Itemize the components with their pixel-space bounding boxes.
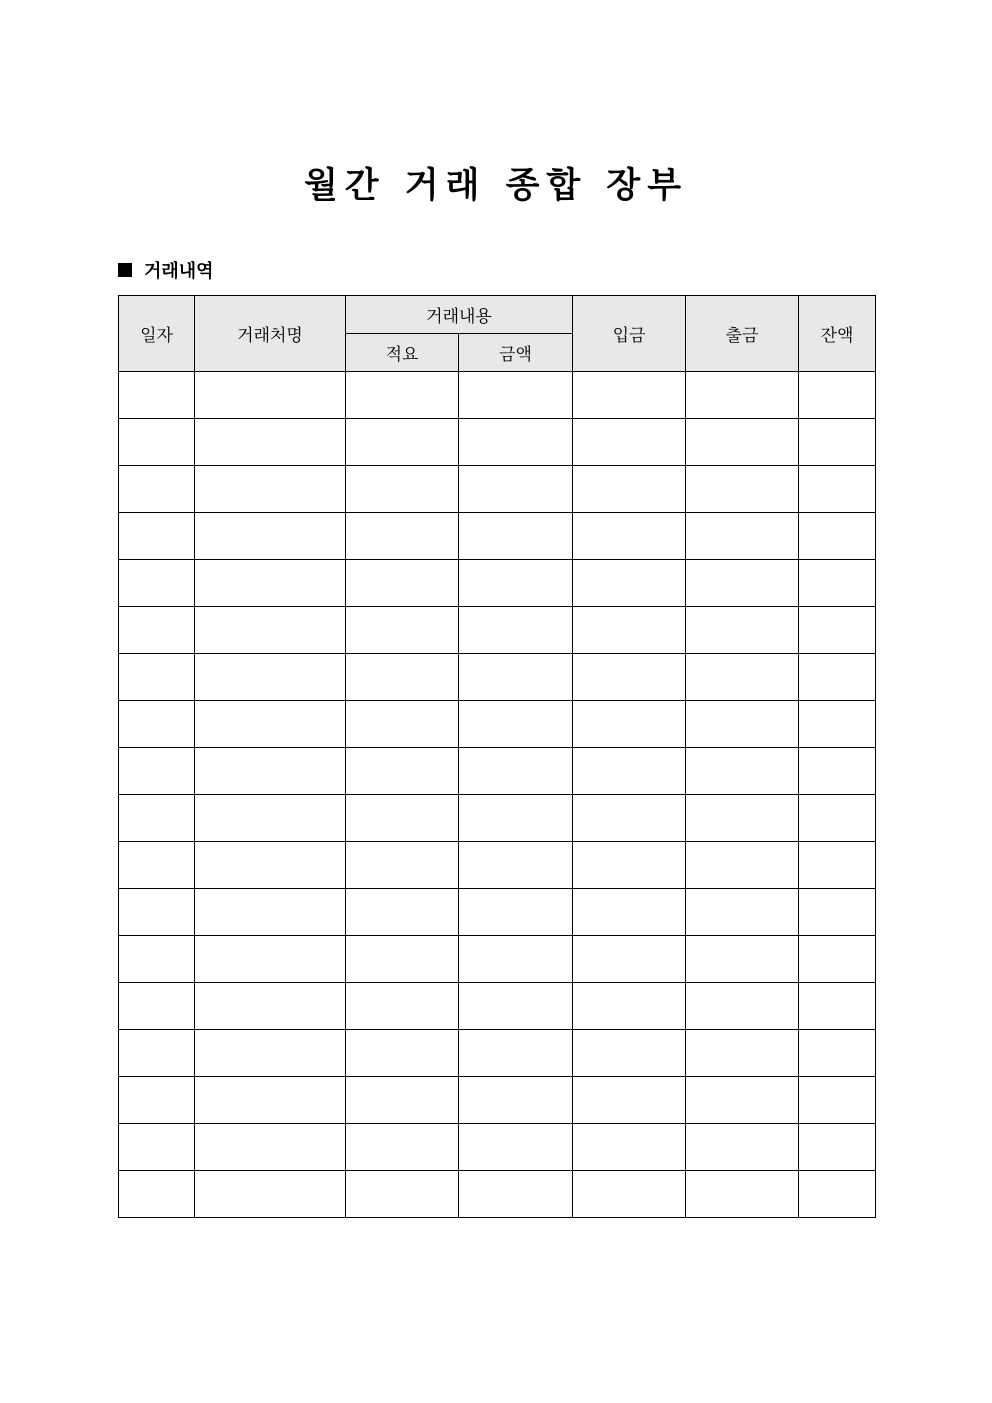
cell-date[interactable]: [119, 560, 195, 607]
cell-withdrawal[interactable]: [686, 889, 799, 936]
header-details: 거래내용: [346, 296, 573, 334]
page-title: 월간 거래 종합 장부: [303, 166, 689, 206]
cell-balance[interactable]: [799, 372, 876, 419]
cell-summary[interactable]: [346, 560, 459, 607]
cell-client[interactable]: [195, 1030, 346, 1077]
cell-client[interactable]: [195, 842, 346, 889]
cell-deposit[interactable]: [573, 983, 686, 1030]
cell-deposit[interactable]: [573, 372, 686, 419]
cell-withdrawal[interactable]: [686, 466, 799, 513]
cell-date[interactable]: [119, 372, 195, 419]
section-heading: [118, 256, 214, 284]
table-header: [119, 296, 876, 372]
cell-client[interactable]: [195, 560, 346, 607]
cell-summary[interactable]: [346, 1077, 459, 1124]
cell-withdrawal[interactable]: [686, 1030, 799, 1077]
table-row: [119, 466, 876, 513]
cell-deposit[interactable]: [573, 936, 686, 983]
cell-summary[interactable]: [346, 936, 459, 983]
cell-summary[interactable]: [346, 842, 459, 889]
cell-withdrawal[interactable]: [686, 654, 799, 701]
cell-client[interactable]: [195, 701, 346, 748]
cell-balance[interactable]: [799, 795, 876, 842]
cell-amount[interactable]: [459, 419, 573, 466]
cell-amount[interactable]: [459, 701, 573, 748]
cell-summary[interactable]: [346, 607, 459, 654]
cell-balance[interactable]: [799, 1077, 876, 1124]
cell-amount[interactable]: [459, 513, 573, 560]
cell-amount[interactable]: [459, 654, 573, 701]
cell-summary[interactable]: [346, 889, 459, 936]
cell-amount[interactable]: [459, 1124, 573, 1171]
cell-client[interactable]: [195, 889, 346, 936]
cell-withdrawal[interactable]: [686, 513, 799, 560]
cell-summary[interactable]: [346, 701, 459, 748]
cell-deposit[interactable]: [573, 466, 686, 513]
table-row: [119, 1030, 876, 1077]
header-withdrawal: 출금: [686, 296, 799, 372]
table-row: [119, 1124, 876, 1171]
cell-amount[interactable]: [459, 372, 573, 419]
cell-client[interactable]: [195, 983, 346, 1030]
cell-client[interactable]: [195, 1124, 346, 1171]
cell-client[interactable]: [195, 466, 346, 513]
cell-amount[interactable]: [459, 889, 573, 936]
table-row: [119, 560, 876, 607]
cell-client[interactable]: [195, 1171, 346, 1218]
header-deposit: 입금: [573, 296, 686, 372]
table-row: [119, 842, 876, 889]
table-row: [119, 795, 876, 842]
table-row: [119, 701, 876, 748]
cell-client[interactable]: [195, 372, 346, 419]
cell-amount[interactable]: [459, 607, 573, 654]
cell-amount[interactable]: [459, 983, 573, 1030]
cell-summary[interactable]: [346, 419, 459, 466]
cell-balance[interactable]: [799, 513, 876, 560]
cell-client[interactable]: [195, 513, 346, 560]
table-row: [119, 419, 876, 466]
cell-summary[interactable]: [346, 1124, 459, 1171]
table-row: [119, 936, 876, 983]
cell-amount[interactable]: [459, 936, 573, 983]
cell-withdrawal[interactable]: [686, 983, 799, 1030]
cell-client[interactable]: [195, 936, 346, 983]
cell-client[interactable]: [195, 795, 346, 842]
cell-date[interactable]: [119, 419, 195, 466]
cell-balance[interactable]: [799, 607, 876, 654]
square-bullet-icon: [118, 263, 132, 277]
cell-withdrawal[interactable]: [686, 607, 799, 654]
cell-summary[interactable]: [346, 654, 459, 701]
cell-date[interactable]: [119, 983, 195, 1030]
cell-summary[interactable]: [346, 983, 459, 1030]
cell-date[interactable]: [119, 889, 195, 936]
cell-deposit[interactable]: [573, 795, 686, 842]
cell-amount[interactable]: [459, 560, 573, 607]
cell-withdrawal[interactable]: [686, 419, 799, 466]
cell-deposit[interactable]: [573, 607, 686, 654]
cell-date[interactable]: [119, 654, 195, 701]
table-row: [119, 983, 876, 1030]
cell-balance[interactable]: [799, 936, 876, 983]
table-row: [119, 748, 876, 795]
cell-deposit[interactable]: [573, 419, 686, 466]
cell-amount[interactable]: [459, 1077, 573, 1124]
cell-deposit[interactable]: [573, 1124, 686, 1171]
cell-date[interactable]: [119, 513, 195, 560]
cell-withdrawal[interactable]: [686, 1124, 799, 1171]
cell-date[interactable]: [119, 1030, 195, 1077]
cell-withdrawal[interactable]: [686, 701, 799, 748]
cell-deposit[interactable]: [573, 513, 686, 560]
table-row: [119, 372, 876, 419]
cell-summary[interactable]: [346, 466, 459, 513]
cell-summary[interactable]: [346, 372, 459, 419]
table-row: [119, 1077, 876, 1124]
cell-amount[interactable]: [459, 1030, 573, 1077]
cell-client[interactable]: [195, 748, 346, 795]
cell-balance[interactable]: [799, 748, 876, 795]
cell-balance[interactable]: [799, 1124, 876, 1171]
cell-date[interactable]: [119, 701, 195, 748]
cell-balance[interactable]: [799, 466, 876, 513]
cell-date[interactable]: [119, 1171, 195, 1218]
cell-deposit[interactable]: [573, 748, 686, 795]
cell-withdrawal[interactable]: [686, 795, 799, 842]
cell-withdrawal[interactable]: [686, 1171, 799, 1218]
cell-withdrawal[interactable]: [686, 842, 799, 889]
cell-date[interactable]: [119, 466, 195, 513]
cell-client[interactable]: [195, 419, 346, 466]
cell-balance[interactable]: [799, 1171, 876, 1218]
cell-deposit[interactable]: [573, 1030, 686, 1077]
section-heading-label: 거래내역: [144, 261, 214, 282]
cell-deposit[interactable]: [573, 1171, 686, 1218]
cell-balance[interactable]: [799, 889, 876, 936]
header-date: 일자: [119, 296, 195, 372]
cell-date[interactable]: [119, 1077, 195, 1124]
header-summary: 적요: [346, 334, 459, 372]
cell-balance[interactable]: [799, 419, 876, 466]
table-row: [119, 607, 876, 654]
cell-balance[interactable]: [799, 983, 876, 1030]
cell-date[interactable]: [119, 795, 195, 842]
cell-summary[interactable]: [346, 795, 459, 842]
cell-deposit[interactable]: [573, 560, 686, 607]
cell-date[interactable]: [119, 842, 195, 889]
cell-balance[interactable]: [799, 654, 876, 701]
header-amount: 금액: [459, 334, 573, 372]
cell-balance[interactable]: [799, 842, 876, 889]
cell-balance[interactable]: [799, 701, 876, 748]
transaction-table: [118, 295, 876, 1218]
cell-amount[interactable]: [459, 466, 573, 513]
cell-client[interactable]: [195, 654, 346, 701]
cell-date[interactable]: [119, 607, 195, 654]
cell-withdrawal[interactable]: [686, 560, 799, 607]
cell-amount[interactable]: [459, 748, 573, 795]
cell-withdrawal[interactable]: [686, 748, 799, 795]
cell-deposit[interactable]: [573, 701, 686, 748]
cell-date[interactable]: [119, 748, 195, 795]
cell-amount[interactable]: [459, 795, 573, 842]
cell-summary[interactable]: [346, 513, 459, 560]
cell-client[interactable]: [195, 1077, 346, 1124]
cell-deposit[interactable]: [573, 889, 686, 936]
cell-deposit[interactable]: [573, 1077, 686, 1124]
header-client: 거래처명: [195, 296, 346, 372]
table-row: [119, 889, 876, 936]
header-balance: 잔액: [799, 296, 876, 372]
table-row: [119, 1171, 876, 1218]
cell-deposit[interactable]: [573, 654, 686, 701]
cell-summary[interactable]: [346, 1030, 459, 1077]
cell-amount[interactable]: [459, 1171, 573, 1218]
cell-date[interactable]: [119, 1124, 195, 1171]
cell-balance[interactable]: [799, 1030, 876, 1077]
cell-summary[interactable]: [346, 748, 459, 795]
table-row: [119, 513, 876, 560]
cell-deposit[interactable]: [573, 842, 686, 889]
table-row: [119, 654, 876, 701]
cell-withdrawal[interactable]: [686, 372, 799, 419]
cell-balance[interactable]: [799, 560, 876, 607]
cell-withdrawal[interactable]: [686, 1077, 799, 1124]
cell-withdrawal[interactable]: [686, 936, 799, 983]
cell-client[interactable]: [195, 607, 346, 654]
table-body: [119, 372, 876, 1218]
cell-amount[interactable]: [459, 842, 573, 889]
cell-summary[interactable]: [346, 1171, 459, 1218]
cell-date[interactable]: [119, 936, 195, 983]
